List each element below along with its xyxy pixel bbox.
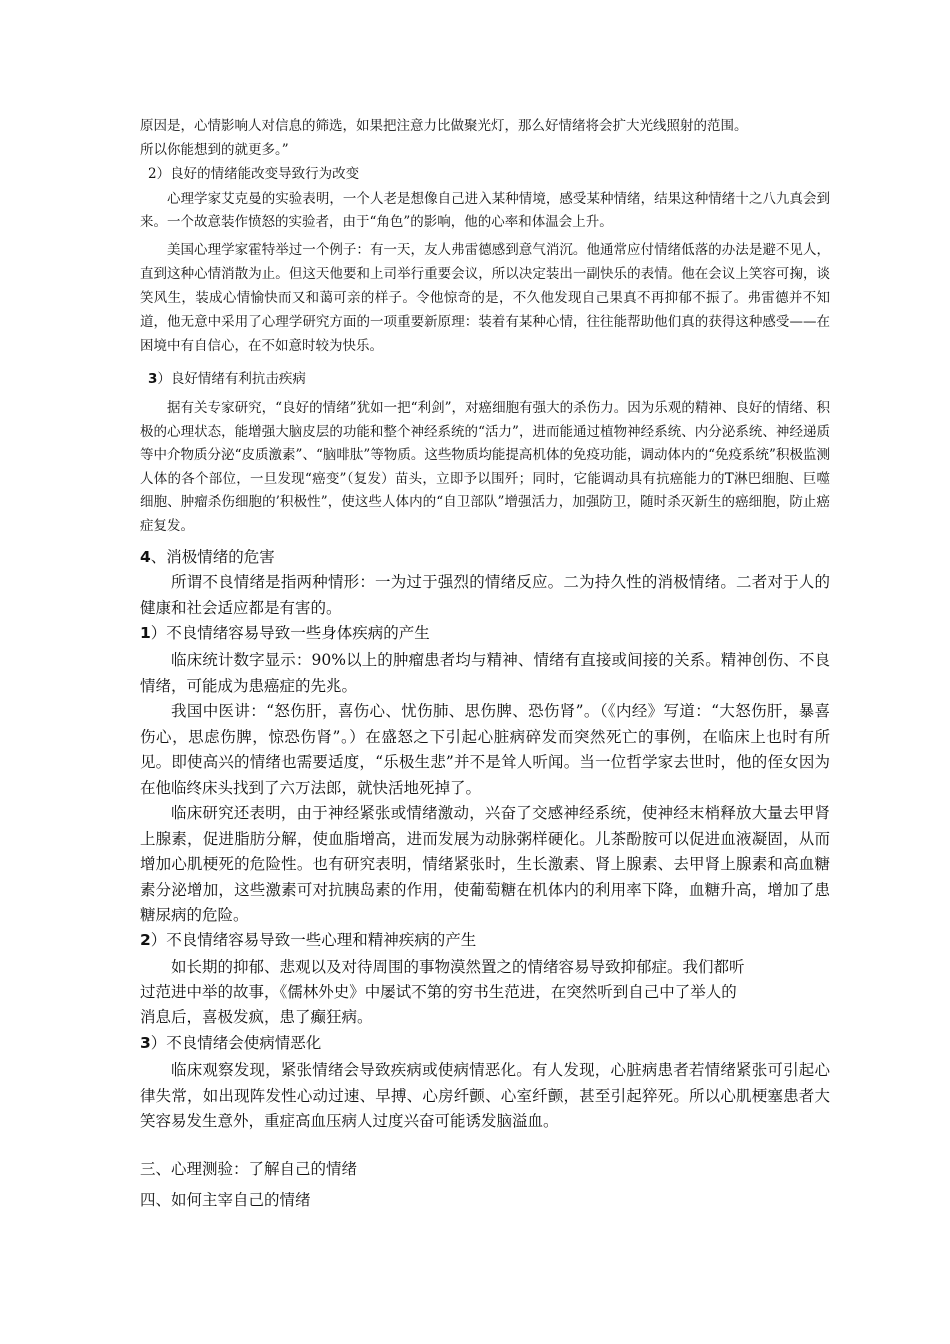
paragraph-depression-line-3: 消息后，喜极发疯，患了癫狂病。: [140, 1008, 373, 1026]
paragraph-intro-line-2: 所以你能想到的就更多。”: [140, 142, 289, 158]
heading-worsen-disease-number: 3: [140, 1034, 151, 1052]
heading-mental-disease-number: 2: [140, 931, 151, 949]
paragraph-clinical-research: 临床研究还表明，由于神经紧张或情绪激动，兴奋了交感神经系统，使神经末梢释放大量去甲肾上腺素，促进脂肪分解，使血脂增高，进而发展为动脉粥样硬化。儿茶酚胺可以促进血液凝固，从而增加心肌梗死的危险性。也有研究表明，情绪紧张时，生长激素、肾上腺素、去甲肾上腺素和高血糖素分泌增加，这些激素可对抗胰岛素的作用，使葡萄糖在机体内的利用率下降，血糖升高，增加了患糖尿病的危险。: [140, 804, 830, 924]
heading-body-disease-number: 1: [140, 624, 151, 642]
heading-fight-disease: [140, 368, 838, 391]
heading-mental-disease: [140, 928, 830, 952]
paragraph-tcm-saying: 我国中医讲：“怒伤肝，喜伤心、忧伤肺、思伤脾、恐伤肾”。（《内经》写道：“大怒伤肝，暴喜伤心，思虑伤脾，惊恐伤肾”。）在盛怒之下引起心脏病碎发而突然死亡的事例，在临床上也时有所见。即使高兴的情绪也需要适度，“乐极生悲”并不是耸人听闻。当一位哲学家去世时，他的侄女因为在他临终床头找到了六万法郎，就快活地死掉了。: [140, 702, 830, 797]
paragraph-definition: 所谓不良情绪是指两种情形：一为过于强烈的情绪反应。二为持久性的消极情绪。二者对于人的健康和社会适应都是有害的。: [140, 573, 830, 617]
heading-behavior-change: 2）良好的情绪能改变导致行为改变: [148, 166, 360, 182]
paragraph-fred-example: 美国心理学家霍特举过一个例子：有一天，友人弗雷德感到意气消沉。他通常应付情绪低落的办法是避不见人，直到这种心情消散为止。但这天他要和上司举行重要会议，所以决定装出一副快乐的表情。他在会议上笑容可掬，谈笑风生，装成心情愉快而又和蔼可亲的样子。令他惊奇的是，不久他发现自己果真不再抑郁不振了。弗雷德并不知道，他无意中采用了心理学研究方面的一项重要新原理：装着有某种心情，往往能帮助他们真的获得这种感受——在困境中有自信心，在不如意时较为快乐。: [140, 242, 830, 354]
heading-psych-test: 三、心理测验：了解自己的情绪: [140, 1160, 358, 1178]
heading-mental-disease-text: ）不良情绪容易导致一些心理和精神疾病的产生: [150, 931, 477, 949]
paragraph-worsen-observation: 临床观察发现，紧张情绪会导致疾病或使病情恶化。有人发现，心脏病患者若情绪紧张可引起心律失常，如出现阵发性心动过速、早搏、心房纤颤、心室纤颤，甚至引起猝死。所以心肌梗塞患者大笑容易发生意外，重症高血压病人过度兴奋可能诱发脑溢血。: [140, 1061, 830, 1130]
heading-body-disease-text: ）不良情绪容易导致一些身体疾病的产生: [150, 624, 430, 642]
heading-fight-disease-number: 3: [148, 371, 158, 387]
paragraph-intro-line-1: 原因是，心情影响人对信息的筛选，如果把注意力比做聚光灯，那么好情绪将会扩大光线照射的范围。: [140, 118, 748, 134]
heading-fight-disease-text: ）良好情绪有利抗击疾病: [157, 371, 306, 387]
paragraph-clinical-statistics: 临床统计数字显示：90%以上的肿瘤患者均与精神、情绪有直接或间接的关系。精神创伤、不良情绪，可能成为患癌症的先兆。: [140, 651, 830, 695]
heading-worsen-disease: [140, 1031, 830, 1055]
heading-negative-emotion-harm: [140, 545, 830, 569]
heading-negative-number: 4: [140, 548, 151, 566]
heading-worsen-disease-text: ）不良情绪会使病情恶化: [150, 1034, 322, 1052]
heading-master-emotion: 四、如何主宰自己的情绪: [140, 1191, 311, 1209]
heading-negative-text: 、消极情绪的危害: [150, 548, 275, 566]
paragraph-depression-line-2: 过范进中举的故事，《儒林外史》中屡试不第的穷书生范进，在突然听到自己中了举人的: [140, 983, 737, 1001]
heading-body-disease: [140, 621, 830, 645]
paragraph-depression-line-1: 如长期的抑郁、悲观以及对待周围的事物漠然置之的情绪容易导致抑郁症。我们都听: [171, 958, 745, 976]
paragraph-cancer-research: 据有关专家研究，“良好的情绪”犹如一把“利剑”，对癌细胞有强大的杀伤力。因为乐观的精神、良好的情绪、积极的心理状态，能增强大脑皮层的功能和整个神经系统的“活力”，进而能通过植物神经系统、内分泌系统、神经递质等中介物质分泌“皮质激素”、“脑啡肽”等物质。这些物质均能提高机体的免疫功能，调动体内的“免疫系统”积极监测人体的各个部位，一旦发现“癌变”（复发）苗头，立即予以围歼；同时，它能调动具有抗癌能力的T淋巴细胞、巨噬细胞、肿瘤杀伤细胞的’积极性”，使这些人体内的“自卫部队”增强活力，加强防卫，随时杀灭新生的癌细胞，防止癌症复发。: [140, 400, 830, 534]
paragraph-ekman-experiment: 心理学家艾克曼的实验表明，一个人老是想像自己进入某种情境，感受某种情绪，结果这种情绪十之八九真会到来。一个故意装作愤怒的实验者，由于“角色”的影响，他的心率和体温会上升。: [140, 191, 830, 230]
